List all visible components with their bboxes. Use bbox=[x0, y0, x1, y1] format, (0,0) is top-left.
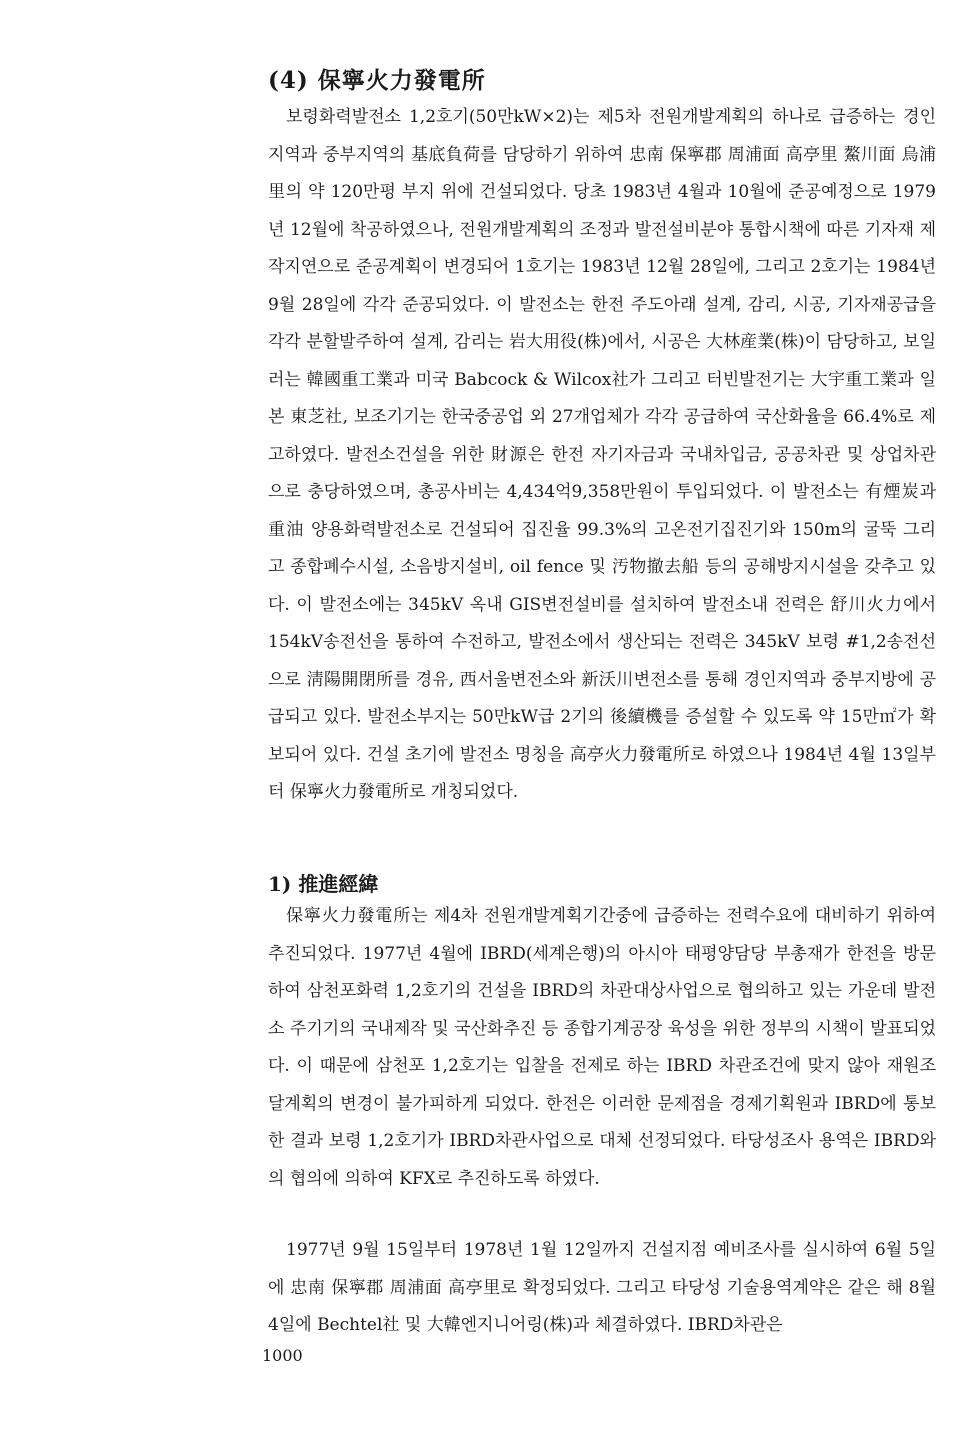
subsection-heading: 1) 推進經緯 bbox=[268, 872, 379, 896]
body-paragraph-2: 保寧火力發電所는 제4차 전원개발계획기간중에 급증하는 전력수요에 대비하기 위하여 추진되었다. 1977년 4월에 IBRD(세계은행)의 아시아 태평양담당 부총재가 한전을 방문하여 삼천포화력 1,2호기의 건설을 IBRD의 차관대상사업으로 협의하고 있는 가운데 발전소 주기기의 국내제작 및 국산화추진 등 종합기계공장 육성을 위한 정부의 시책이 발표되었다. 이 때문에 삼천포 1,2호기는 입찰을 전제로 하는 IBRD 차관조건에 맞지 않아 재원조달계획의 변경이 불가피하게 되었다. 한전은 이러한 문제점을 경제기획원과 IBRD에 통보한 결과 보령 1,2호기가 IBRD차관사업으로 대체 선정되었다. 타당성조사 용역은 IBRD와의 협의에 의하여 KFX로 추진하도록 하였다. bbox=[268, 906, 936, 1189]
body-paragraph-1: 보령화력발전소 1,2호기(50만kW×2)는 제5차 전원개발계획의 하나로 급증하는 경인지역과 중부지역의 基底負荷를 담당하기 위하여 忠南 保寧郡 周浦面 高亭里 鰲川面 烏浦里의 약 120만평 부지 위에 건설되었다. 당초 1983년 4월과 10월에 준공예정으로 1979년 12월에 착공하였으나, 전원개발계획의 조정과 발전설비분야 통합시책에 따른 기자재 제작지연으로 준공계획이 변경되어 1호기는 1983년 12월 28일에, 그리고 2호기는 1984년 9월 28일에 각각 준공되었다. 이 발전소는 한전 주도아래 설계, 감리, 시공, 기자재공급을 각각 분할발주하여 설계, 감리는 岩大用役(株)에서, 시공은 大林産業(株)이 담당하고, 보일러는 韓國重工業과 미국 Babcock & Wilcox社가 그리고 터빈발전기는 大宇重工業과 일본 東芝社, 보조기기는 한국중공업 외 27개업체가 각각 공급하여 국산화율을 66.4%로 제고하였다. 발전소건설을 위한 財源은 한전 자기자금과 국내차입금, 공공차관 및 상업차관으로 충당하였으며, 총공사비는 4,434억9,358만원이 투입되었다. 이 발전소는 有煙炭과 重油 양용화력발전소로 건설되어 집진율 99.3%의 고온전기집진기와 150m의 굴뚝 그리고 종합폐수시설, 소음방지설비, oil fence 및 汚物撤去船 등의 공해방지시설을 갖추고 있다. 이 발전소에는 345kV 옥내 GIS변전설비를 설치하여 발전소내 전력은 舒川火力에서 154kV송전선을 통하여 수전하고, 발전소에서 생산되는 전력은 345kV 보령 #1,2송전선으로 淸陽開閉所를 경유, 西서울변전소와 新沃川변전소를 통해 경인지역과 중부지방에 공급되고 있다. 발전소부지는 50만kW급 2기의 後續機를 증설할 수 있도록 약 15만㎡가 확보되어 있다. 건설 초기에 발전소 명칭을 高亭火力發電所로 하였으나 1984년 4월 13일부터 保寧火力發電所로 개칭되었다. bbox=[268, 107, 936, 802]
page-number: 1000 bbox=[262, 1346, 303, 1365]
body-paragraph-3: 1977년 9월 15일부터 1978년 1월 12일까지 건설지점 예비조사를 실시하여 6월 5일에 忠南 保寧郡 周浦面 高亭里로 확정되었다. 그리고 타당성 기술용역계약은 같은 해 8월 4일에 Bechtel社 및 大韓엔지니어링(株)과 체결하였다. IBRD차관은 bbox=[268, 1240, 936, 1335]
section-heading: (4) 保寧火力發電所 bbox=[268, 67, 486, 94]
